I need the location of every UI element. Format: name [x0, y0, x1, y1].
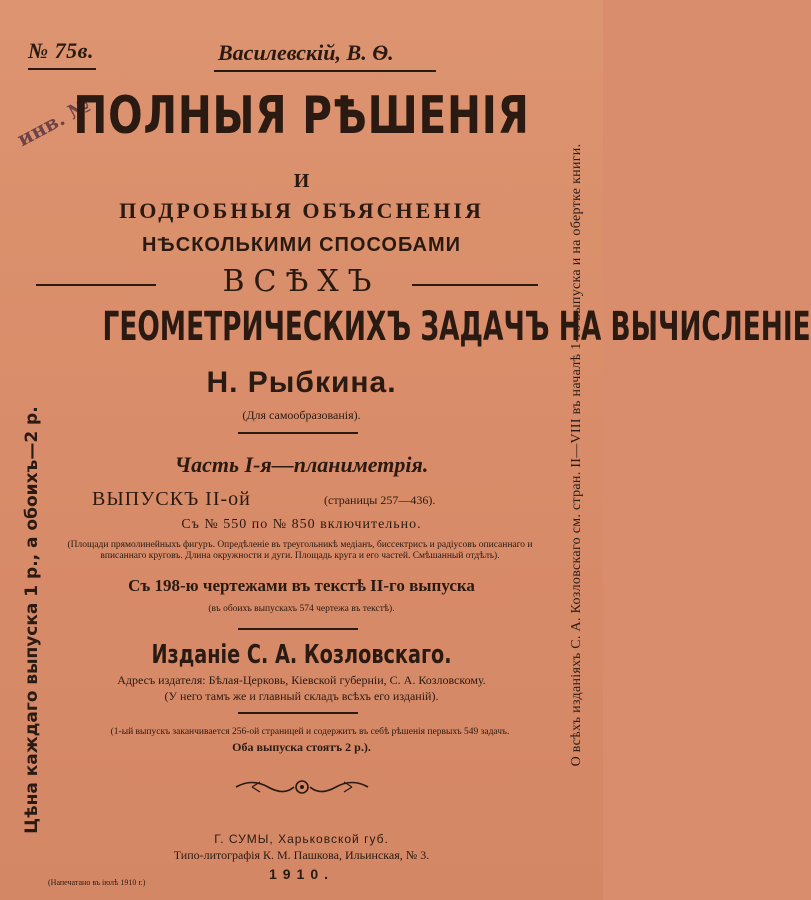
- self-study-note: (Для самообразованія).: [242, 408, 361, 422]
- first-issue-note: (1-ый выпускъ заканчивается 256-ой страницей и содержитъ въ себѣ рѣшенія первыхъ 549 задачъ.: [110, 727, 510, 737]
- print-date-note: (Напечатано въ іюлѣ 1910 г.): [48, 878, 146, 887]
- issue-heading: ВЫПУСКЪ II-ой: [92, 488, 251, 510]
- subtitle-rybkin: Н. Рыбкина.: [206, 366, 397, 399]
- main-title: ПОЛНЫЯ РѢШЕНІЯ: [73, 86, 530, 146]
- catalog-number-underline: [28, 68, 96, 70]
- catalog-sidebar-text: О всѣхъ изданіяхъ С. А. Козловскаго см. стран. II—VIII въ началѣ 1-го выпуска и на обертке книги.: [569, 143, 584, 767]
- publisher-address: [0, 672, 603, 704]
- subtitle-geometry: ГЕОМЕТРИЧЕСКИХЪ ЗАДАЧЪ НА ВЫЧИСЛЕНІЕ: [102, 304, 811, 350]
- price-both: Оба выпуска стоятъ 2 р.).: [232, 740, 371, 754]
- address-line: Адресъ издателя: Бѣлая-Церковь, Кіевской губерніи, С. А. Козловскому.: [117, 673, 486, 687]
- subtitle-methods: НѢСКОЛЬКИМИ СПОСОБАМИ: [141, 234, 462, 256]
- price-sidebar: [12, 406, 52, 834]
- part-heading: Часть I-я—планиметрія.: [174, 452, 429, 477]
- title-conjunction: И: [293, 170, 310, 192]
- issue-pages: (страницы 257—436).: [324, 493, 436, 507]
- publisher-heading: Изданіе С. А. Козловскаго.: [151, 640, 452, 670]
- publication-year: 1910.: [268, 866, 335, 882]
- city-line: Г. СУМЫ, Харьковской губ.: [214, 832, 389, 846]
- drawings-count: Съ 198-ю чертежами въ текстѣ II-го выпуска: [128, 576, 475, 595]
- contents-list: (Площади прямолинейныхъ фигуръ. Опредѣленіе въ треугольникѣ медіанъ, биссектрисъ и радіусовъ описаннаго и вписаннаго круговъ. Длина окружности и дуги. Площадь круга и его частей. Смѣшанный отдѣлъ).: [67, 540, 533, 561]
- author-name: Василевскій, В. Ѳ.: [218, 40, 394, 65]
- problem-range: Съ № 550 по № 850 включительно.: [181, 517, 422, 532]
- subtitle-explanations: ПОДРОБНЫЯ ОБЪЯСНЕНІЯ: [119, 198, 484, 223]
- catalog-number: № 75в.: [28, 38, 94, 63]
- drawings-total: (въ обоихъ выпускахъ 574 чертежа въ текстѣ).: [208, 604, 395, 614]
- rule-right: [412, 284, 538, 286]
- subtitle-all: ВСѢХЪ: [222, 264, 381, 299]
- divider: [238, 628, 358, 630]
- divider: [238, 712, 358, 714]
- printer-line: Типо-литографія К. М. Пашкова, Ильинская, № 3.: [173, 848, 430, 862]
- price-sidebar-text: Цѣна каждаго выпуска 1 р., а обоихъ—2 р.: [22, 406, 42, 834]
- catalog-sidebar: [560, 40, 594, 870]
- divider: [238, 432, 358, 434]
- author-underline: [214, 70, 436, 72]
- library-stamp: инв. №: [12, 92, 95, 152]
- address-line: (У него тамъ же и главный складъ всѣхъ его изданій).: [164, 689, 439, 703]
- ornament-icon: [232, 776, 372, 798]
